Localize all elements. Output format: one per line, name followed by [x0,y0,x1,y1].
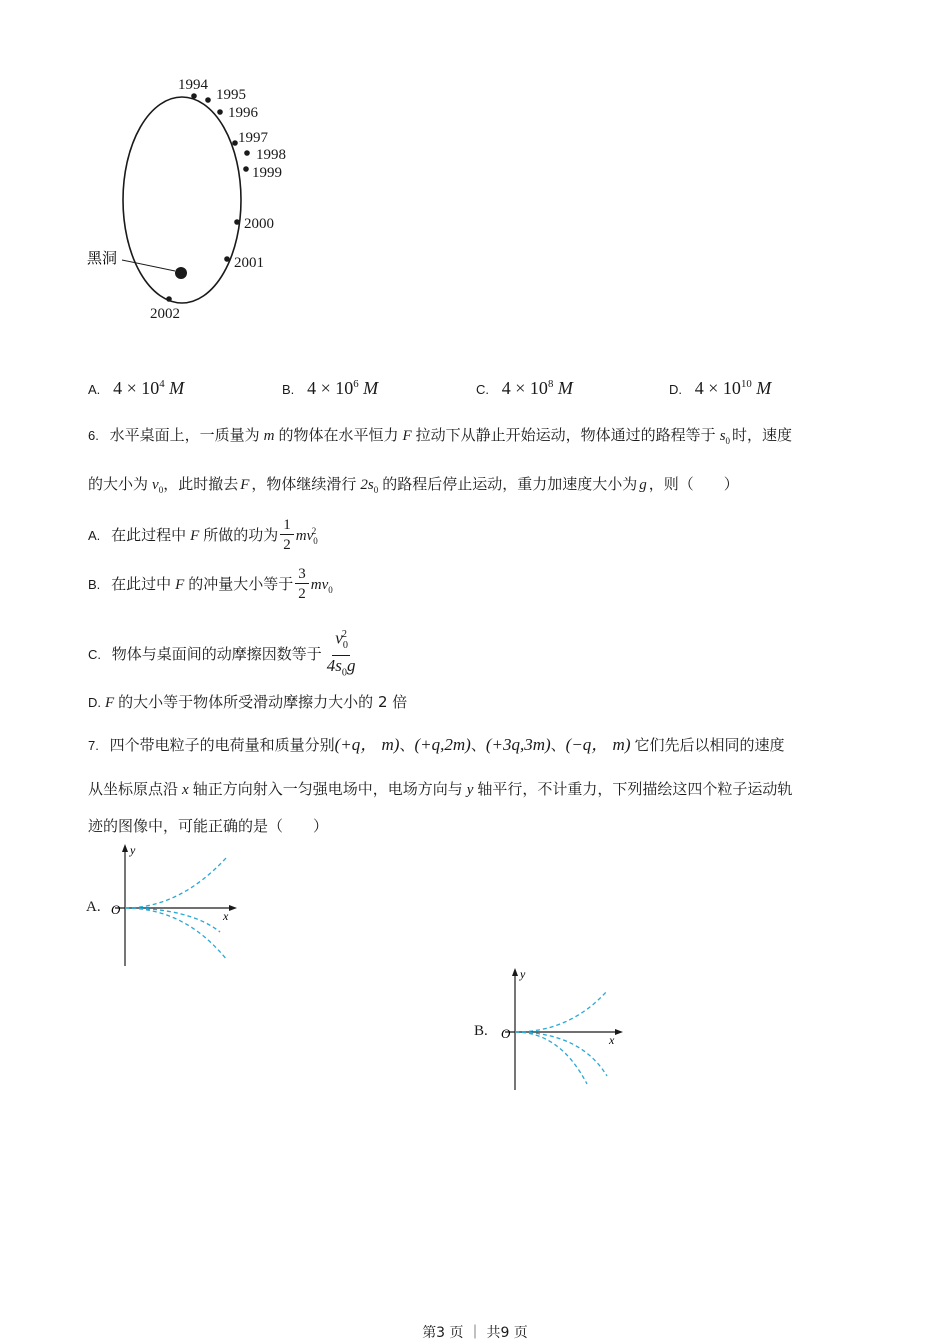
q5-option-d: D. $4 \times 10^{10}$ M [669,378,772,398]
graph-b-x-label: x [609,1033,615,1047]
year-label-1995: 1995 [216,87,246,103]
graph-a-curve-up [125,857,227,908]
black-hole [175,267,187,279]
q6-option-d: D. F 的大小等于物体所受滑动摩擦力大小的 2 倍 [88,693,408,711]
graph-a-curve-down-2 [125,908,227,960]
q6-line-1: 6. 水平桌面上，一质量为 m 的物体在水平恒力 F 拉动下从静止开始运动，物体通过的路程等于 $s_0$ 时，速度 [88,426,793,446]
graph-a-label: A. [86,899,101,915]
year-label-1998: 1998 [256,147,286,163]
year-label-2000: 2000 [244,216,274,232]
year-label-2002: 2002 [150,306,180,322]
orbit-point-1998 [244,150,250,156]
graph-b-origin: O [501,1026,511,1041]
orbit-point-2001 [224,256,230,262]
orbit-point-1999 [243,166,249,172]
q5-option-b: B. $4 \times 10^6$ M [282,378,379,398]
orbit-point-1994 [191,93,197,99]
q6-option-a: A. 在此过程中 F 所做的功为 $\frac{1}{2}$ $mv_0^2$ [88,517,318,553]
graph-b-label: B. [474,1023,488,1039]
page-footer: 第3 页 ｜ 共9 页 [422,1325,528,1341]
graph-a-x-label: x [223,909,229,923]
year-label-1994: 1994 [178,77,208,93]
orbit-point-1995 [205,97,211,103]
graph-a-curve-down-1 [125,908,220,932]
black-hole-label: 黑洞 [87,249,118,267]
year-label-1997: 1997 [238,130,268,146]
orbit-point-2000 [234,219,240,225]
black-hole-pointer [122,260,175,271]
graph-b [495,966,635,1096]
graph-b-curve-down-1 [515,1032,607,1076]
graph-b-y-label: y [520,967,526,981]
graph-b-curve-down-2 [515,1032,587,1084]
graph-a [105,842,245,972]
graph-a-y-label: y [130,843,136,857]
orbit-point-1996 [217,109,223,115]
orbit-figure [80,70,320,330]
year-label-1996: 1996 [228,105,258,121]
q6-line-2: 的大小为 $v_0$，此时撤去 F ，物体继续滑行 $2s_0$ 的路程后停止运动，重力加速度大小为 g ，则（ ） [88,475,739,495]
q6-option-c: C. 物体与桌面间的动摩擦因数等于 $\frac{v_0^2}{4s_0g}$ [88,626,361,683]
graph-b-curve-up [515,991,607,1032]
year-label-2001: 2001 [234,255,264,271]
q7-line-2: 从坐标原点沿 x 轴正方向射入一匀强电场中，电场方向与 y 轴平行，不计重力，下列描绘这四个粒子运动轨 [88,780,793,798]
year-label-1999: 1999 [252,165,282,181]
q5-option-c: C. $4 \times 10^8$ M [476,378,573,398]
orbit-point-1997 [232,140,238,146]
q6-option-b: B. 在此过中 F 的冲量大小等于 $\frac{3}{2}$ $mv_0$ [88,566,333,602]
q7-line-3: 迹的图像中，可能正确的是（ ） [88,817,329,835]
q7-line-1: 7. 四个带电粒子的电荷量和质量分别(+q， m)、(+q,2m)、(+3q,3m)、(−q， m) 它们先后以相同的速度 [88,735,785,754]
orbit-point-2002 [166,296,172,302]
graph-a-origin: O [111,902,121,917]
q5-option-a: A. $4 \times 10^4$ M [88,378,185,398]
